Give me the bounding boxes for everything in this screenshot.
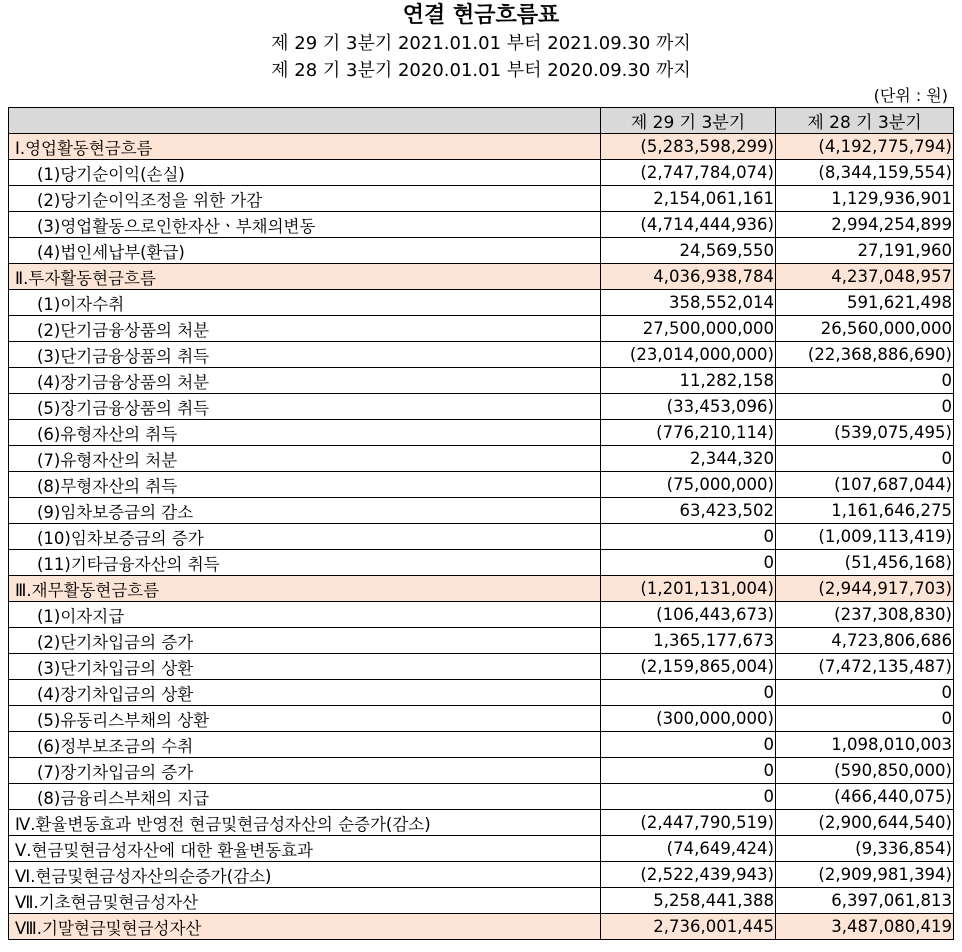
row-prior-value: (2,900,644,540)	[776, 810, 954, 836]
row-current-value: (4,714,444,936)	[601, 212, 776, 238]
period-prior: 제 28 기 3분기 2020.01.01 부터 2020.09.30 까지	[271, 60, 691, 81]
row-current-value: 0	[601, 784, 776, 810]
row-label: (3)영업활동으로인한자산ㆍ부채의변동	[9, 212, 601, 238]
row-current-value: 0	[601, 680, 776, 706]
table-row	[9, 238, 954, 264]
table-row	[9, 368, 954, 394]
table-row	[9, 550, 954, 576]
row-label: (1)당기순이익(손실)	[9, 160, 601, 186]
row-current-value: 0	[601, 524, 776, 550]
row-label: (4)법인세납부(환급)	[9, 238, 601, 264]
table-row	[9, 160, 954, 186]
row-current-value: (776,210,114)	[601, 420, 776, 446]
row-label: (6)정부보조금의 수취	[9, 732, 601, 758]
table-row	[9, 602, 954, 628]
row-prior-value: (466,440,075)	[776, 784, 954, 810]
row-current-value: (1,201,131,004)	[601, 576, 776, 602]
row-prior-value: (51,456,168)	[776, 550, 954, 576]
row-label: (4)장기금융상품의 처분	[9, 368, 601, 394]
row-label: Ⅷ.기말현금및현금성자산	[9, 914, 601, 940]
row-current-value: (2,522,439,943)	[601, 862, 776, 888]
row-prior-value: (7,472,135,487)	[776, 654, 954, 680]
row-label: (8)무형자산의 취득	[9, 472, 601, 498]
row-current-value: 5,258,441,388	[601, 888, 776, 914]
row-current-value: (106,443,673)	[601, 602, 776, 628]
row-label: (10)임차보증금의 증가	[9, 524, 601, 550]
row-label: (1)이자지급	[9, 602, 601, 628]
row-current-value: (75,000,000)	[601, 472, 776, 498]
table-row	[9, 498, 954, 524]
row-label: (11)기타금융자산의 취득	[9, 550, 601, 576]
table-row	[9, 888, 954, 914]
row-prior-value: 3,487,080,419	[776, 914, 954, 940]
row-prior-value: (2,909,981,394)	[776, 862, 954, 888]
table-row	[9, 914, 954, 940]
row-current-value: (300,000,000)	[601, 706, 776, 732]
table-row	[9, 836, 954, 862]
row-current-value: 0	[601, 550, 776, 576]
row-prior-value: 0	[776, 446, 954, 472]
row-label: Ⅳ.환율변동효과 반영전 현금및현금성자산의 순증가(감소)	[9, 810, 601, 836]
row-current-value: (5,283,598,299)	[601, 134, 776, 160]
row-current-value: 0	[601, 732, 776, 758]
row-current-value: 2,344,320	[601, 446, 776, 472]
row-label: (2)당기순이익조정을 위한 가감	[9, 186, 601, 212]
row-prior-value: 27,191,960	[776, 238, 954, 264]
table-row	[9, 316, 954, 342]
row-prior-value: (8,344,159,554)	[776, 160, 954, 186]
row-label: (2)단기금융상품의 처분	[9, 316, 601, 342]
row-current-value: (2,159,865,004)	[601, 654, 776, 680]
column-header-item	[9, 108, 601, 134]
row-prior-value: 1,161,646,275	[776, 498, 954, 524]
row-current-value: (23,014,000,000)	[601, 342, 776, 368]
row-prior-value: (237,308,830)	[776, 602, 954, 628]
row-label: (3)단기차입금의 상환	[9, 654, 601, 680]
row-current-value: 2,154,061,161	[601, 186, 776, 212]
table-row	[9, 680, 954, 706]
table-row	[9, 706, 954, 732]
column-header-current: 제 29 기 3분기	[601, 108, 776, 134]
row-prior-value: 0	[776, 394, 954, 420]
table-row	[9, 394, 954, 420]
table-row	[9, 472, 954, 498]
report-title: 연결 현금흐름표	[402, 3, 560, 28]
row-label: (2)단기차입금의 증가	[9, 628, 601, 654]
table-row	[9, 576, 954, 602]
row-prior-value: 26,560,000,000	[776, 316, 954, 342]
row-current-value: 11,282,158	[601, 368, 776, 394]
unit-label: (단위 : 원)	[873, 86, 948, 105]
row-current-value: 2,736,001,445	[601, 914, 776, 940]
row-label: (4)장기차입금의 상환	[9, 680, 601, 706]
table-row	[9, 264, 954, 290]
row-prior-value: (2,944,917,703)	[776, 576, 954, 602]
table-row	[9, 524, 954, 550]
row-prior-value: 591,621,498	[776, 290, 954, 316]
row-label: (7)유형자산의 처분	[9, 446, 601, 472]
row-prior-value: (590,850,000)	[776, 758, 954, 784]
table-row	[9, 810, 954, 836]
row-label: (9)임차보증금의 감소	[9, 498, 601, 524]
row-current-value: (2,747,784,074)	[601, 160, 776, 186]
table-row	[9, 290, 954, 316]
row-label: Ⅲ.재무활동현금흐름	[9, 576, 601, 602]
row-current-value: 27,500,000,000	[601, 316, 776, 342]
row-label: Ⅴ.현금및현금성자산에 대한 환율변동효과	[9, 836, 601, 862]
row-label: (1)이자수취	[9, 290, 601, 316]
row-prior-value: (9,336,854)	[776, 836, 954, 862]
row-label: (8)금융리스부채의 지급	[9, 784, 601, 810]
report-header	[0, 0, 962, 84]
cash-flow-table	[8, 107, 954, 940]
row-prior-value: 1,129,936,901	[776, 186, 954, 212]
row-current-value: 358,552,014	[601, 290, 776, 316]
row-label: Ⅰ.영업활동현금흐름	[9, 134, 601, 160]
period-current: 제 29 기 3분기 2021.01.01 부터 2021.09.30 까지	[271, 33, 691, 54]
row-prior-value: 4,723,806,686	[776, 628, 954, 654]
row-current-value: 0	[601, 758, 776, 784]
row-label: Ⅶ.기초현금및현금성자산	[9, 888, 601, 914]
table-row	[9, 628, 954, 654]
row-prior-value: 4,237,048,957	[776, 264, 954, 290]
row-current-value: 63,423,502	[601, 498, 776, 524]
row-label: (5)유동리스부채의 상환	[9, 706, 601, 732]
row-prior-value: (1,009,113,419)	[776, 524, 954, 550]
table-row	[9, 732, 954, 758]
row-prior-value: 0	[776, 706, 954, 732]
table-row	[9, 420, 954, 446]
row-prior-value: 2,994,254,899	[776, 212, 954, 238]
row-prior-value: (539,075,495)	[776, 420, 954, 446]
row-label: (3)단기금융상품의 취득	[9, 342, 601, 368]
table-row	[9, 186, 954, 212]
table-row	[9, 212, 954, 238]
table-row	[9, 342, 954, 368]
row-prior-value: 0	[776, 680, 954, 706]
table-row	[9, 654, 954, 680]
row-label: (6)유형자산의 취득	[9, 420, 601, 446]
table-row	[9, 862, 954, 888]
table-row	[9, 784, 954, 810]
row-prior-value: 0	[776, 368, 954, 394]
row-prior-value: (22,368,886,690)	[776, 342, 954, 368]
row-current-value: 1,365,177,673	[601, 628, 776, 654]
row-label: (5)장기금융상품의 취득	[9, 394, 601, 420]
table-row	[9, 134, 954, 160]
table-row	[9, 758, 954, 784]
row-current-value: (74,649,424)	[601, 836, 776, 862]
table-header-row	[9, 108, 954, 134]
row-label: Ⅵ.현금및현금성자산의순증가(감소)	[9, 862, 601, 888]
column-header-prior: 제 28 기 3분기	[776, 108, 954, 134]
row-label: (7)장기차입금의 증가	[9, 758, 601, 784]
row-prior-value: (4,192,775,794)	[776, 134, 954, 160]
row-current-value: (2,447,790,519)	[601, 810, 776, 836]
row-prior-value: 1,098,010,003	[776, 732, 954, 758]
row-prior-value: 6,397,061,813	[776, 888, 954, 914]
row-current-value: 4,036,938,784	[601, 264, 776, 290]
row-label: Ⅱ.투자활동현금흐름	[9, 264, 601, 290]
row-prior-value: (107,687,044)	[776, 472, 954, 498]
table-row	[9, 446, 954, 472]
row-current-value: (33,453,096)	[601, 394, 776, 420]
row-current-value: 24,569,550	[601, 238, 776, 264]
